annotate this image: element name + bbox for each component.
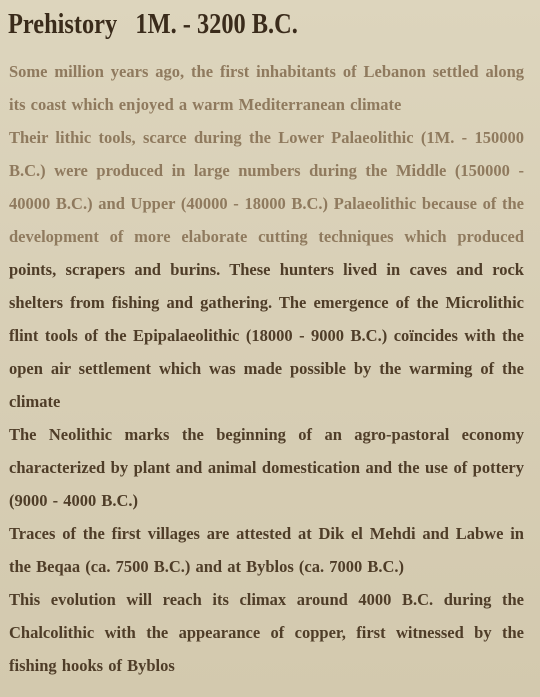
text-line: its coast which enjoyed a warm Mediterranean climate [9,95,402,114]
text-line: Their lithic tools, scarce during the Lower Palaeolithic (1M. - 150000 [9,128,524,147]
text-line: development of more elaborate cutting techniques which produced [9,227,524,246]
text-line: climate [9,392,61,411]
text-line: This evolution will reach its climax around 4000 B.C. during the [9,590,524,609]
text-line: characterized by plant and animal domestication and the use of pottery [9,458,524,477]
text-line: Some million years ago, the first inhabitants of Lebanon settled along [9,62,524,81]
text-line: shelters from fishing and gathering. The emergence of the Microlithic [9,293,524,312]
panel-body [9,55,524,682]
text-line: open air settlement which was made possible by the warming of the [9,359,524,378]
text-line: 40000 B.C.) and Upper (40000 - 18000 B.C.) Palaeolithic because of the [9,194,524,213]
panel-title: Prehistory 1M. - 3200 B.C. [8,8,298,40]
text-line: flint tools of the Epipalaeolithic (18000 - 9000 B.C.) coïncides with the [9,326,524,345]
text-line: points, scrapers and burins. These hunters lived in caves and rock [9,260,524,279]
text-line: Traces of the first villages are attested at Dik el Mehdi and Labwe in [9,524,524,543]
text-line: The Neolithic marks the beginning of an agro-pastoral economy [9,425,524,444]
text-line: B.C.) were produced in large numbers during the Middle (150000 - [9,161,524,180]
text-line: Chalcolithic with the appearance of copper, first witnessed by the [9,623,524,642]
text-line: fishing hooks of Byblos [9,656,175,675]
text-line: the Beqaa (ca. 7500 B.C.) and at Byblos (ca. 7000 B.C.) [9,557,405,576]
text-line: (9000 - 4000 B.C.) [9,491,139,510]
